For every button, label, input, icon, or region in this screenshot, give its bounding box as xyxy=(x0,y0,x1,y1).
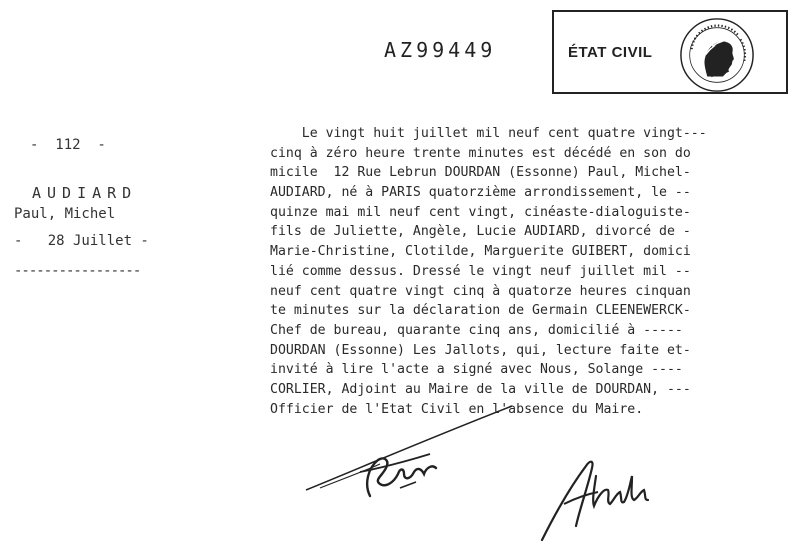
serial-number: AZ99449 xyxy=(384,38,497,62)
margin-date: - 28 Juillet - xyxy=(14,233,149,249)
act-line: cinq à zéro heure trente minutes est décédé en son do xyxy=(270,145,691,161)
act-line: Le vingt huit juillet mil neuf cent quatre vingt--- xyxy=(270,126,707,141)
etat-civil-stamp xyxy=(552,10,788,94)
marianne-seal-icon xyxy=(678,16,756,94)
act-line: DOURDAN (Essonne) Les Jallots, qui, lecture faite et- xyxy=(270,342,691,358)
act-line: invité à lire l'acte a signé avec Nous, Solange ---- xyxy=(270,362,683,378)
deceased-surname: AUDIARD xyxy=(32,184,138,202)
act-line: lié comme dessus. Dressé le vingt neuf juillet mil -- xyxy=(270,263,691,279)
act-line: micile 12 Rue Lebrun DOURDAN (Essonne) Paul, Michel- xyxy=(270,165,691,181)
act-line: Officier de l'Etat Civil en l'absence du Maire. xyxy=(270,401,644,417)
act-line: te minutes sur la déclaration de Germain CLEENEWERCK- xyxy=(270,303,691,319)
act-line: Chef de bureau, quarante cinq ans, domicilié à ----- xyxy=(270,322,683,338)
act-line: Marie-Christine, Clotilde, Marguerite GUIBERT, domici xyxy=(270,244,691,260)
stamp-label: ÉTAT CIVIL xyxy=(568,44,653,61)
declarant-signature xyxy=(300,398,520,508)
act-line: fils de Juliette, Angèle, Lucie AUDIARD, divorcé de - xyxy=(270,224,691,240)
deceased-given-names: Paul, Michel xyxy=(14,206,116,222)
act-line: neuf cent quatre vingt cinq à quatorze heures cinquan xyxy=(270,283,691,299)
officer-signature xyxy=(536,446,686,546)
margin-rule: ----------------- xyxy=(14,263,141,279)
death-act-text xyxy=(270,124,707,419)
act-line: CORLIER, Adjoint au Maire de la ville de DOURDAN, --- xyxy=(270,381,691,397)
register-number: - 112 - xyxy=(30,137,106,153)
act-line: AUDIARD, né à PARIS quatorzième arrondissement, le -- xyxy=(270,185,691,201)
act-line: quinze mai mil neuf cent vingt, cinéaste-dialoguiste- xyxy=(270,204,691,220)
